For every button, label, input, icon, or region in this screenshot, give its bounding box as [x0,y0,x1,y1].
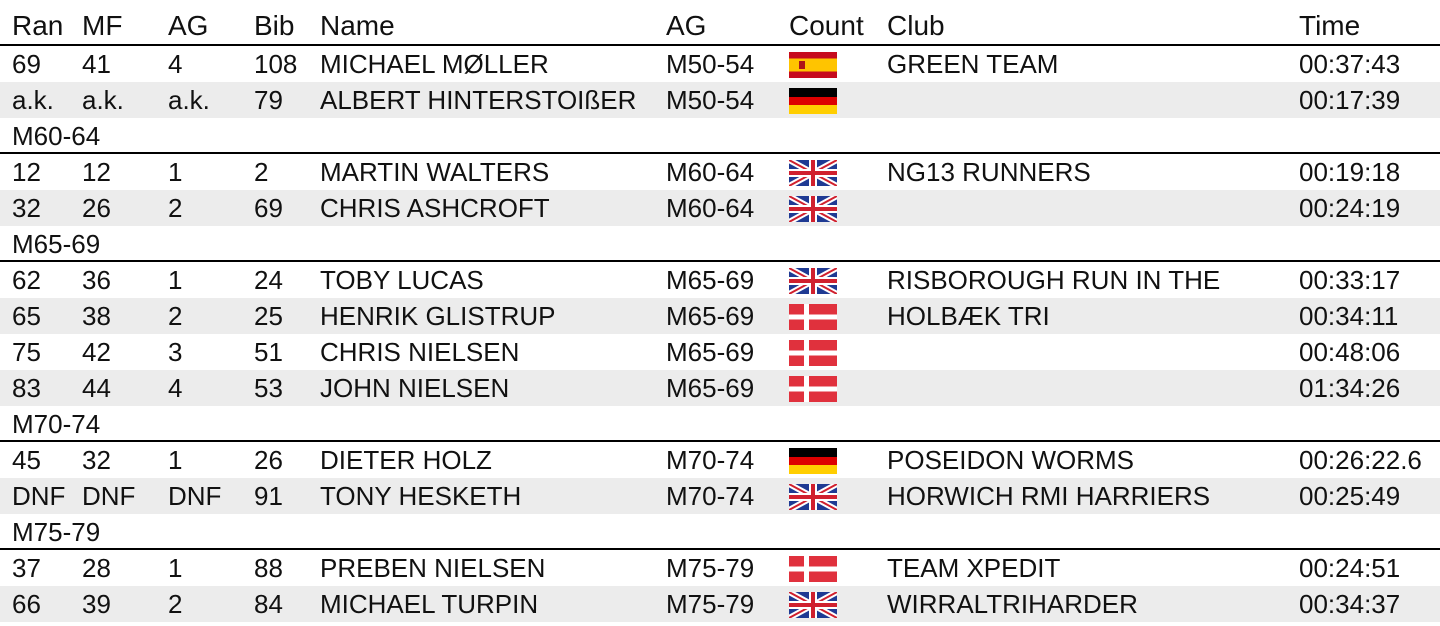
header-age-group[interactable]: AG [666,10,707,41]
table-row[interactable] [0,334,1440,370]
time-cell: 00:24:19 [1299,193,1401,223]
time-cell: 00:24:51 [1299,553,1401,583]
name-cell: HENRIK GLISTRUP [320,301,556,331]
rank-cell: a.k. [12,85,54,115]
mf-rank-cell: 44 [82,373,111,403]
denmark-flag-icon [789,340,837,366]
ag-rank-cell: 3 [168,337,183,367]
age-group-cell: M60-64 [666,157,755,187]
name-cell: CHRIS ASHCROFT [320,193,550,223]
table-row[interactable] [0,298,1440,334]
club-cell [887,334,1297,370]
name-cell: ALBERT HINTERSTOIßER [320,85,637,115]
table-row[interactable] [0,370,1440,406]
age-group-heading [0,406,1440,442]
age-group-heading [0,514,1440,550]
rank-cell: 66 [12,589,41,619]
rank-cell: 62 [12,265,41,295]
table-row[interactable] [0,190,1440,226]
mf-rank-cell: 42 [82,337,111,367]
club-cell: WIRRALTRIHARDER [887,589,1138,619]
age-group-cell: M65-69 [666,301,755,331]
table-row[interactable] [0,262,1440,298]
bib-cell: 88 [254,553,283,583]
rank-cell: 37 [12,553,41,583]
bib-cell: 69 [254,193,283,223]
age-group-label: M70-74 [12,409,101,439]
club-cell [887,190,1297,226]
ag-rank-cell: 1 [168,157,183,187]
age-group-cell: M75-79 [666,553,755,583]
header-bib[interactable]: Bib [254,10,295,41]
table-row[interactable] [0,154,1440,190]
bib-cell: 51 [254,337,283,367]
club-cell: GREEN TEAM [887,49,1059,79]
ag-rank-cell: 2 [168,193,183,223]
club-cell: HORWICH RMI HARRIERS [887,481,1211,511]
header-mf[interactable]: MF [82,10,123,41]
rank-cell: 12 [12,157,41,187]
header-time[interactable]: Time [1299,10,1361,41]
germany-flag-icon [789,448,837,474]
results-body [0,46,1440,622]
uk-flag-icon [789,196,837,222]
time-cell: 00:34:11 [1299,301,1399,331]
uk-flag-icon [789,592,837,618]
age-group-heading [0,118,1440,154]
ag-rank-cell: 4 [168,49,183,79]
table-row[interactable] [0,46,1440,82]
table-row[interactable] [0,478,1440,514]
rank-cell: 69 [12,49,41,79]
mf-rank-cell: 39 [82,589,111,619]
time-cell: 00:26:22.6 [1299,445,1422,475]
bib-cell: 25 [254,301,283,331]
club-cell [887,370,1297,406]
mf-rank-cell: 28 [82,553,111,583]
name-cell: MICHAEL MØLLER [320,49,549,79]
uk-flag-icon [789,268,837,294]
club-cell [887,82,1297,118]
time-cell: 00:48:06 [1299,337,1401,367]
age-group-label: M65-69 [12,229,101,259]
country-cell [789,46,837,82]
country-cell [789,478,837,514]
name-cell: MICHAEL TURPIN [320,589,539,619]
name-cell: MARTIN WALTERS [320,157,550,187]
header-club[interactable]: Club [887,10,945,41]
ag-rank-cell: 1 [168,265,183,295]
mf-rank-cell: 38 [82,301,111,331]
name-cell: DIETER HOLZ [320,445,492,475]
rank-cell: DNF [12,481,66,511]
table-row[interactable] [0,442,1440,478]
club-cell: POSEIDON WORMS [887,445,1135,475]
rank-cell: 75 [12,337,41,367]
country-cell [789,298,837,334]
mf-rank-cell: DNF [82,481,136,511]
mf-rank-cell: 32 [82,445,111,475]
bib-cell: 24 [254,265,283,295]
ag-rank-cell: 2 [168,301,183,331]
germany-flag-icon [789,88,837,114]
club-cell: RISBOROUGH RUN IN THE [887,265,1221,295]
time-cell: 00:25:49 [1299,481,1401,511]
name-cell: PREBEN NIELSEN [320,553,546,583]
country-cell [789,82,837,118]
ag-rank-cell: 4 [168,373,183,403]
time-cell: 00:34:37 [1299,589,1401,619]
mf-rank-cell: a.k. [82,85,124,115]
bib-cell: 84 [254,589,283,619]
name-cell: TONY HESKETH [320,481,522,511]
country-cell [789,334,837,370]
age-group-label: M75-79 [12,517,101,547]
ag-rank-cell: 2 [168,589,183,619]
country-cell [789,262,837,298]
country-cell [789,586,837,622]
age-group-cell: M50-54 [666,49,755,79]
club-cell: HOLBÆK TRI [887,301,1050,331]
age-group-cell: M70-74 [666,445,755,475]
time-cell: 00:33:17 [1299,265,1401,295]
denmark-flag-icon [789,556,837,582]
denmark-flag-icon [789,376,837,402]
header-name[interactable]: Name [320,10,395,41]
mf-rank-cell: 12 [82,157,111,187]
age-group-cell: M65-69 [666,337,755,367]
country-cell [789,154,837,190]
uk-flag-icon [789,160,837,186]
rank-cell: 83 [12,373,41,403]
time-cell: 01:34:26 [1299,373,1401,403]
age-group-label: M60-64 [12,121,101,151]
country-cell [789,190,837,226]
ag-rank-cell: a.k. [168,85,210,115]
denmark-flag-icon [789,304,837,330]
rank-cell: 32 [12,193,41,223]
name-cell: JOHN NIELSEN [320,373,510,403]
age-group-cell: M60-64 [666,193,755,223]
spain-flag-icon [789,52,837,78]
rank-cell: 45 [12,445,41,475]
name-cell: CHRIS NIELSEN [320,337,520,367]
bib-cell: 26 [254,445,283,475]
country-cell [789,442,837,478]
bib-cell: 2 [254,157,269,187]
table-row[interactable] [0,550,1440,586]
name-cell: TOBY LUCAS [320,265,484,295]
club-cell: TEAM XPEDIT [887,553,1061,583]
age-group-heading [0,226,1440,262]
ag-rank-cell: 1 [168,553,183,583]
mf-rank-cell: 26 [82,193,111,223]
bib-cell: 91 [254,481,283,511]
mf-rank-cell: 36 [82,265,111,295]
table-row[interactable] [0,82,1440,118]
ag-rank-cell: 1 [168,445,183,475]
age-group-cell: M75-79 [666,589,755,619]
age-group-cell: M50-54 [666,85,755,115]
club-cell: NG13 RUNNERS [887,157,1091,187]
time-cell: 00:37:43 [1299,49,1401,79]
bib-cell: 108 [254,49,298,79]
header-rank[interactable]: Ran [12,10,64,41]
country-cell [789,370,837,406]
header-country[interactable]: Count [789,10,864,41]
age-group-cell: M65-69 [666,265,755,295]
uk-flag-icon [789,484,837,510]
age-group-cell: M70-74 [666,481,755,511]
country-cell [789,550,837,586]
table-row[interactable] [0,586,1440,622]
table-header [0,0,1440,46]
time-cell: 00:17:39 [1299,85,1401,115]
mf-rank-cell: 41 [82,49,111,79]
header-ag-rank[interactable]: AG [168,10,209,41]
ag-rank-cell: DNF [168,481,222,511]
time-cell: 00:19:18 [1299,157,1401,187]
age-group-cell: M65-69 [666,373,755,403]
bib-cell: 79 [254,85,283,115]
rank-cell: 65 [12,301,41,331]
bib-cell: 53 [254,373,283,403]
